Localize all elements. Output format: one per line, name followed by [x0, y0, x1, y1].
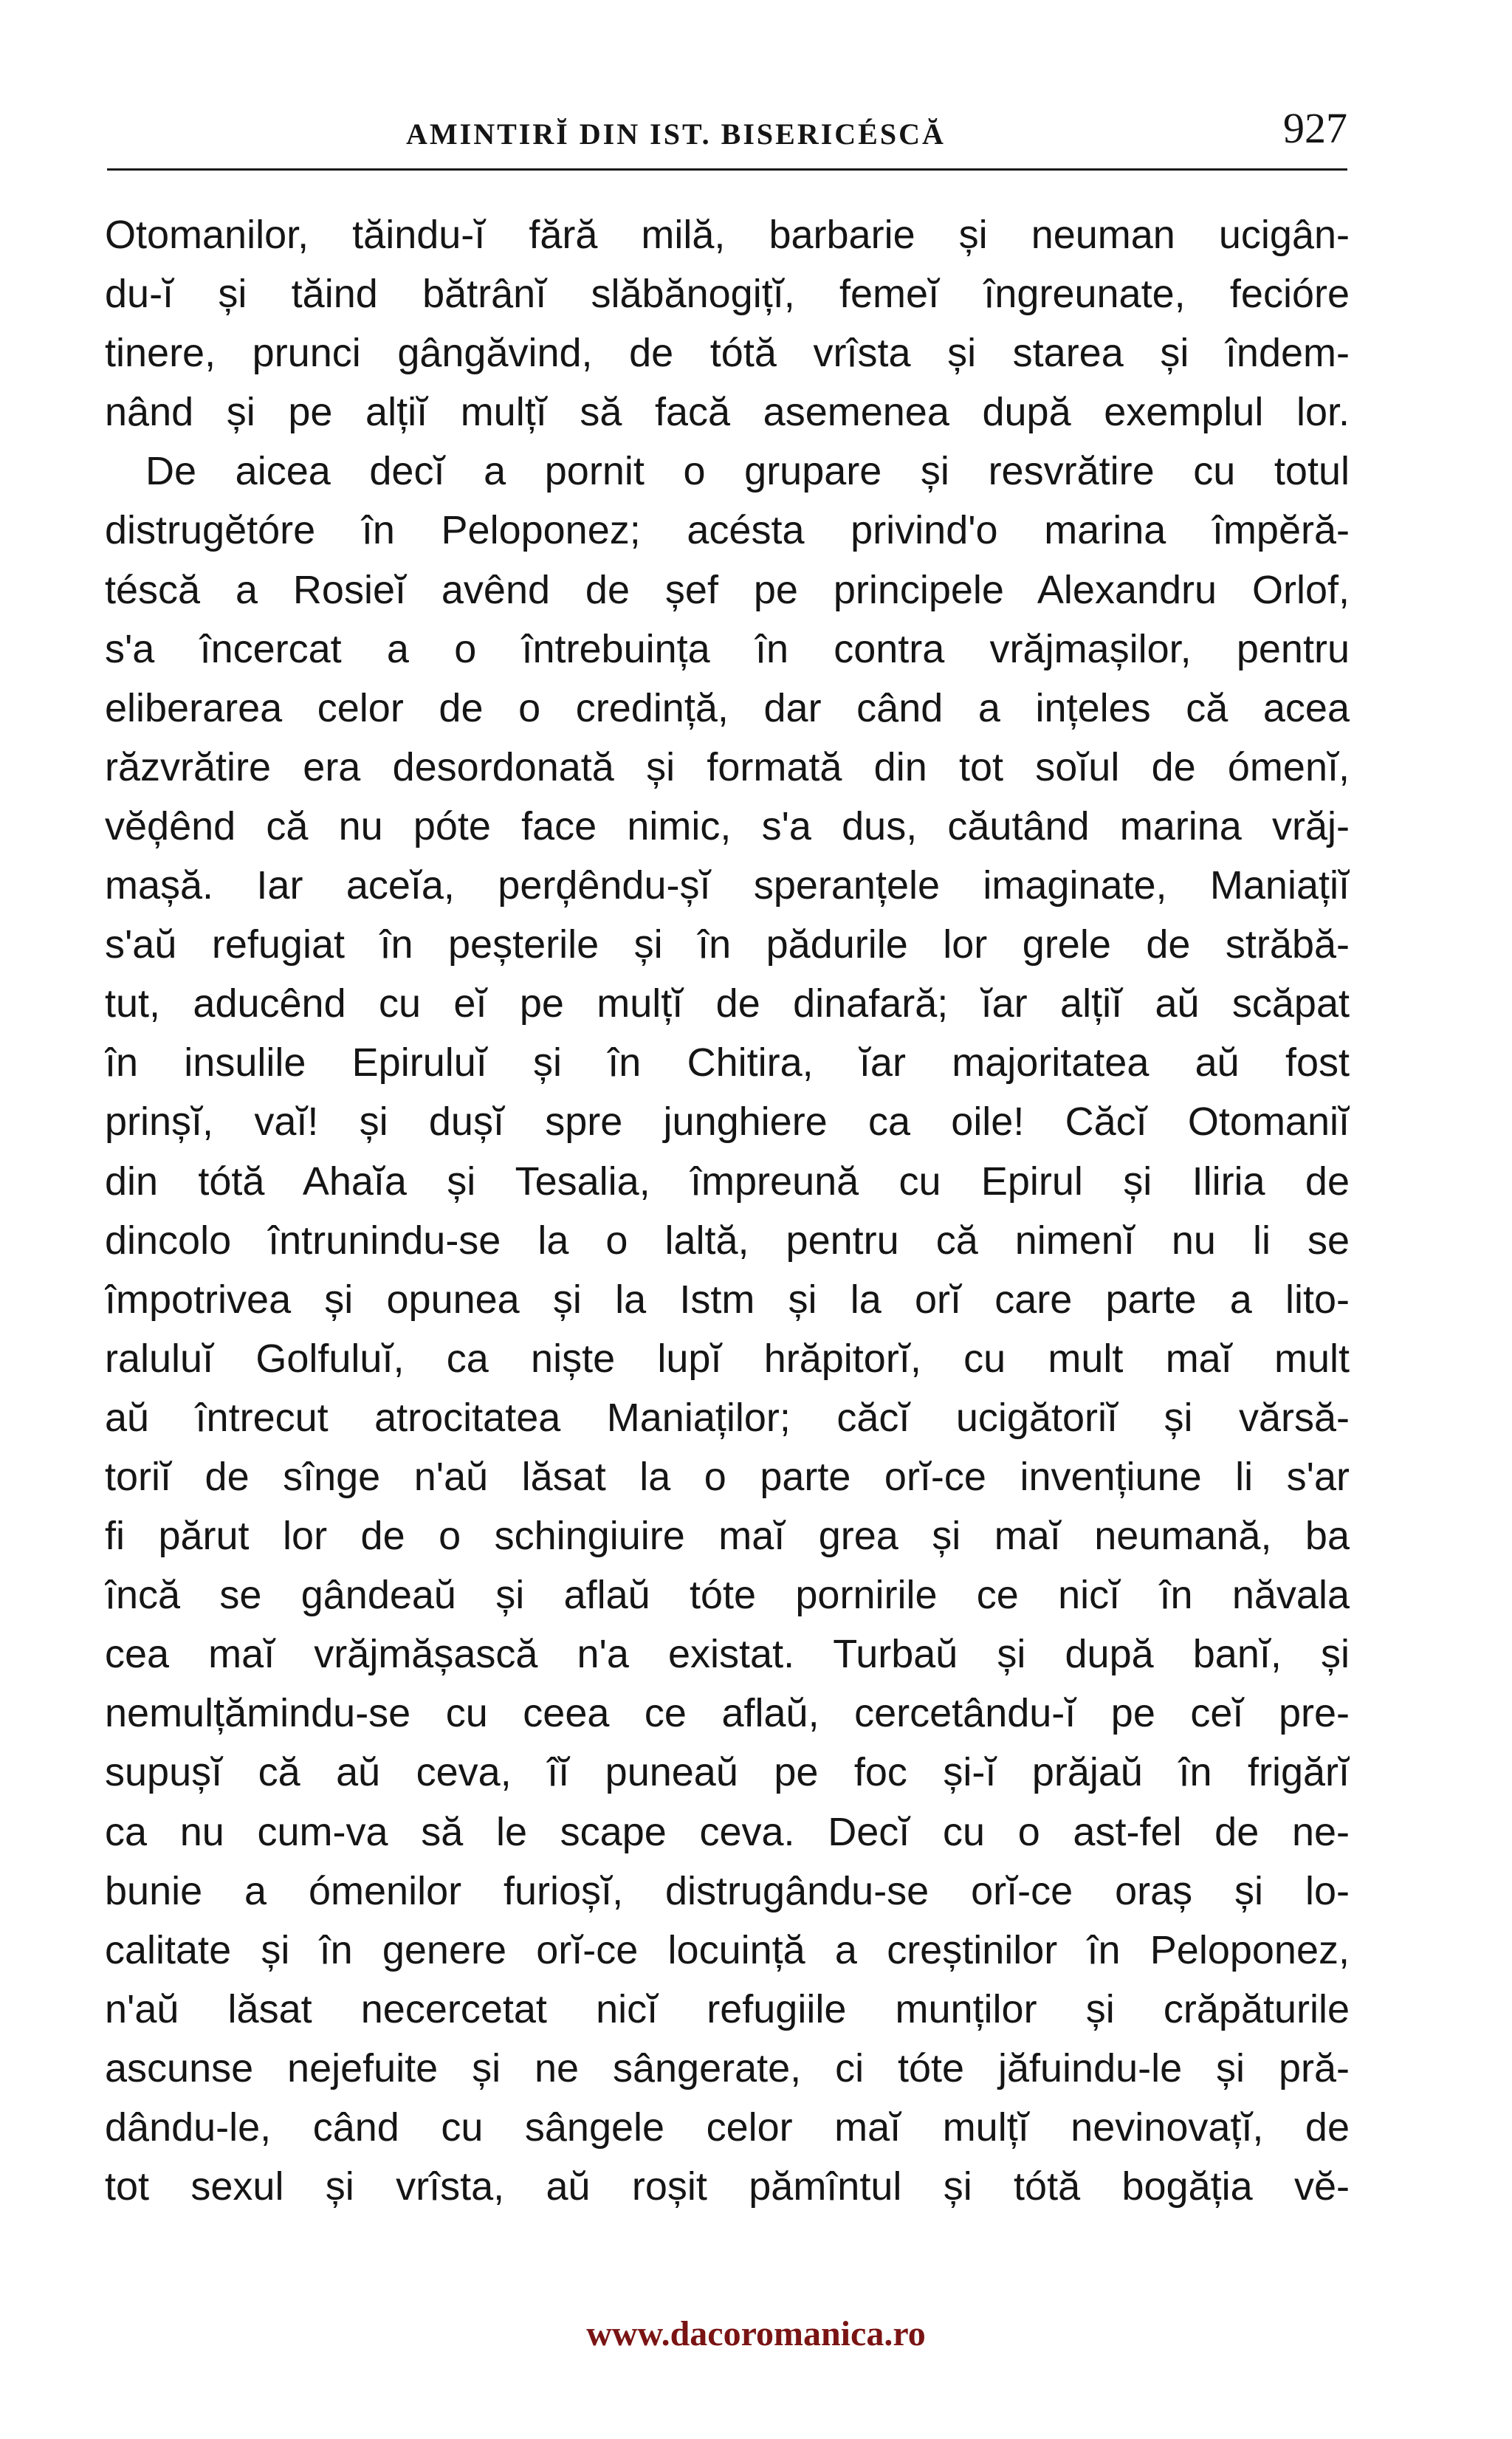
text-line: nemulțămindu-se cu ceea ce aflaŭ, cercetându-ĭ pe ceĭ pre-	[105, 1691, 1350, 1736]
text-line: s'a încercat a o întrebuința în contra vrăjmașilor, pentru	[105, 626, 1350, 671]
text-line: tut, aducênd cu eĭ pe mulțĭ de dinafară; ĭar alțiĭ aŭ scăpat	[105, 981, 1350, 1026]
text-line: ca nu cum-va să le scape ceva. Decĭ cu o ast-fel de ne-	[105, 1809, 1350, 1854]
text-line: vĕḑênd că nu póte face nimic, s'a dus, căutând marina vrăj-	[105, 803, 1350, 848]
header-rule	[107, 168, 1347, 171]
text-line: eliberarea celor de o credință, dar când a ințeles că acea	[105, 685, 1350, 730]
text-line: fi părut lor de o schingiuire maĭ grea și maĭ neumană, ba	[105, 1514, 1350, 1559]
text-line: toriĭ de sînge n'aŭ lăsat la o parte orĭ-ce invențiune li s'ar	[105, 1454, 1350, 1499]
text-line: cea maĭ vrăjmășască n'a existat. Turbaŭ și după banĭ, și	[105, 1632, 1350, 1677]
text-line: răzvrătire era desordonată și formată din tot soĭul de ómenĭ,	[105, 744, 1350, 789]
text-line: n'aŭ lăsat necercetat nicĭ refugiile munților și crăpăturile	[105, 1986, 1350, 2031]
text-line: du-ĭ și tăind bătrânĭ slăbănogițĭ, femeĭ îngreunate, fecióre	[105, 272, 1350, 317]
text-line: dincolo întrunindu-se la o laltă, pentru că nimenĭ nu li se	[105, 1218, 1350, 1263]
text-line: în insulile Epiruluĭ și în Chitira, ĭar majoritatea aŭ fost	[105, 1040, 1350, 1085]
text-line: bunie a ómenilor furioșĭ, distrugându-se orĭ-ce oraș și lo-	[105, 1868, 1350, 1913]
text-line: ascunse nejefuite și ne sângerate, ci tóte jăfuindu-le și pră-	[105, 2045, 1350, 2090]
text-line: încă se gândeaŭ și aflaŭ tóte pornirile ce nicĭ în năvala	[105, 1573, 1350, 1618]
running-header	[107, 103, 1347, 162]
text-line: mașă. Iar aceĭa, perḑêndu-șĭ speranțele imaginate, Maniațiĭ	[105, 863, 1350, 908]
body-text	[105, 205, 1350, 2216]
text-line: dându-le, când cu sângele celor maĭ mulțĭ nevinovațĭ, de	[105, 2105, 1350, 2150]
text-line: téscă a Rosieĭ avênd de șef pe principele Alexandru Orlof,	[105, 567, 1350, 612]
text-line: din tótă Ahaĭa și Tesalia, împreună cu Epirul și Iliria de	[105, 1159, 1350, 1204]
text-line: De aicea decĭ a pornit o grupare și resvrătire cu totul	[145, 449, 1350, 494]
text-line: împotrivea și opunea și la Istm și la orĭ care parte a lito-	[105, 1277, 1350, 1322]
text-line: prinșĭ, vaĭ! și dușĭ spre junghiere ca oile! Căcĭ Otomaniĭ	[105, 1100, 1350, 1145]
page-number: 927	[1283, 104, 1347, 152]
text-line: tot sexul și vrîsta, aŭ roșit pămîntul și tótă bogăția vĕ-	[105, 2164, 1350, 2209]
text-line: raluluĭ Golfuluĭ, ca niște lupĭ hrăpitorĭ, cu mult maĭ mult	[105, 1336, 1350, 1381]
text-line: supușĭ că aŭ ceva, îĭ puneaŭ pe foc și-ĭ prăjaŭ în frigărĭ	[105, 1750, 1350, 1795]
text-line: distrugĕtóre în Peloponez; acésta privind'o marina împĕră-	[105, 508, 1350, 553]
footer-watermark-url: www.dacoromanica.ro	[586, 2314, 926, 2353]
text-line: tinere, prunci gângăvind, de tótă vrîsta și starea și îndem-	[105, 331, 1350, 376]
text-line: s'aŭ refugiat în peșterile și în pădurile lor grele de străbă-	[105, 922, 1350, 967]
text-line: aŭ întrecut atrocitatea Maniaților; căcĭ ucigătoriĭ și vărsă-	[105, 1395, 1350, 1440]
text-line: calitate și în genere orĭ-ce locuință a creștinilor în Peloponez,	[105, 1927, 1350, 1972]
running-title: AMINTIRĬ DIN IST. BISERICÉSCĂ	[406, 117, 946, 151]
text-line: nând și pe alțiĭ mulțĭ să facă asemenea după exemplul lor.	[105, 390, 1350, 435]
text-line: Otomanilor, tăindu-ĭ fără milă, barbarie și neuman ucigân-	[105, 213, 1350, 257]
